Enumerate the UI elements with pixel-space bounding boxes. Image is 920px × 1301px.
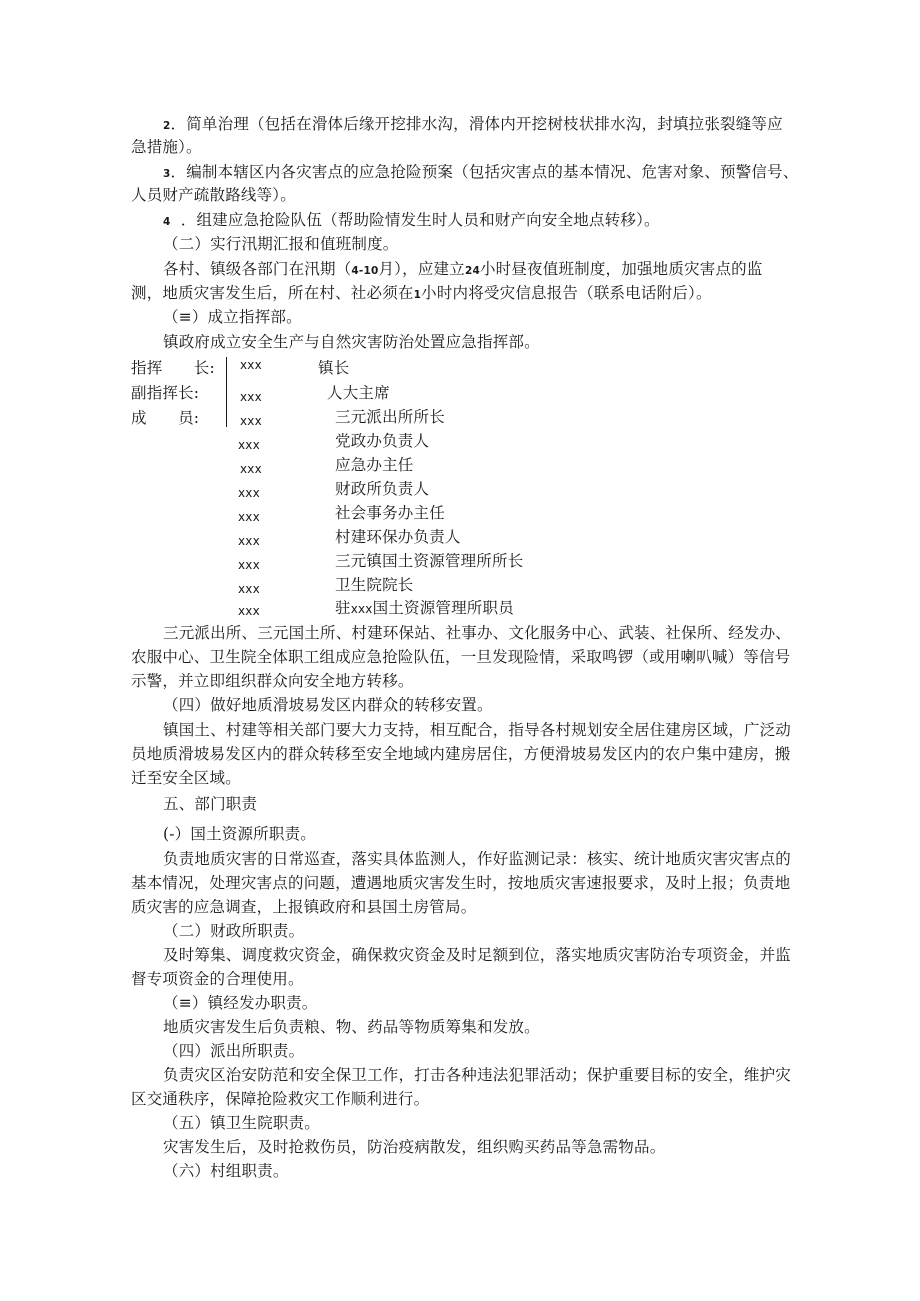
role-item-last xyxy=(335,597,514,620)
section-4-para-line-1: 镇国土、村建等相关部门要大力支持，相互配合，指导各村规划安全居住建房区域，广泛动 xyxy=(163,721,792,739)
name-placeholder: xxx xyxy=(350,602,373,616)
name-placeholder: xxx xyxy=(238,604,260,618)
role-item: 三元派出所所长 xyxy=(335,408,445,426)
name-placeholder: xxx xyxy=(238,486,260,500)
label-commander: 指挥 长: xyxy=(131,359,215,377)
role-item: 三元镇国土资源管理所所长 xyxy=(335,552,524,570)
text: 月），应建立 xyxy=(378,260,465,278)
dept-5-heading: （五）镇卫生院职责。 xyxy=(163,1114,321,1132)
role-item: 财政所负责人 xyxy=(335,480,430,498)
item-text: ．组建应急抢险队伍（帮助险情发生时人员和财产向安全地点转移）。 xyxy=(180,211,660,229)
dept-1-para-line-1: 负责地质灾害的日常巡查，落实具体监测人，作好监测记录：核实、统计地质灾害灾害点的 xyxy=(163,850,792,868)
label-members: 成 员: xyxy=(131,409,200,427)
item-4-line-1 xyxy=(163,209,660,233)
item-number: 2 xyxy=(163,120,171,132)
name-placeholder: xxx xyxy=(240,414,262,428)
dept-5-para-line-1: 灾害发生后，及时抢救伤员，防治疫病散发，组织购买药品等急需物品。 xyxy=(163,1138,666,1156)
item-3-line-1 xyxy=(163,161,799,185)
item-3-line-2: 人员财产疏散路线等）。 xyxy=(131,186,296,204)
item-2-line-1 xyxy=(163,113,783,137)
dept-4-heading: （四）派出所职责。 xyxy=(163,1042,305,1060)
dept-4-para-line-2: 区交通秩序，保障抢险救灾工作顺利进行。 xyxy=(131,1090,430,1108)
name-placeholder: xxx xyxy=(240,390,262,404)
section-2-heading: （二）实行汛期汇报和值班制度。 xyxy=(163,235,399,253)
item-number: 3 xyxy=(163,168,171,180)
label-divider xyxy=(226,357,227,427)
name-placeholder: xxx xyxy=(238,582,260,596)
dept-4-para-line-1: 负责灾区治安防范和安全保卫工作，打击各种违法犯罪活动；保护重要目标的安全，维护灾 xyxy=(163,1066,792,1084)
dept-1-heading: (-）国土资源所职责。 xyxy=(163,825,316,843)
text: 驻 xyxy=(335,599,351,617)
name-placeholder: xxx xyxy=(240,358,262,372)
label-deputy: 副指挥长: xyxy=(131,384,200,402)
text: 小时内将受灾信息报告（联系电话附后）。 xyxy=(421,284,712,302)
dept-2-para-line-1: 及时筹集、调度救灾资金，确保救灾资金及时足额到位，落实地质灾害防治专项资金，并监 xyxy=(163,946,792,964)
item-text: ．编制本辖区内各灾害点的应急抢险预案（包括灾害点的基本情况、危害对象、预警信号、 xyxy=(170,163,799,181)
role-item: 镇长 xyxy=(318,359,350,377)
role-item: 卫生院院长 xyxy=(335,576,414,594)
role-item: 社会事务办主任 xyxy=(335,504,445,522)
dept-6-heading: （六）村组职责。 xyxy=(163,1162,289,1180)
section-3-intro: 镇政府成立安全生产与自然灾害防治处置应急指挥部。 xyxy=(163,333,540,351)
text: 测，地质灾害发生后，所在村、社必须在 xyxy=(131,284,414,302)
text: 各村、镇级各部门在汛期（ xyxy=(163,260,352,278)
dept-3-heading: （≡）镇经发办职责。 xyxy=(163,994,318,1012)
section-4-para-line-3: 迁至安全区域。 xyxy=(131,769,241,787)
hour-value: 1 xyxy=(413,289,422,301)
role-item: 村建环保办负责人 xyxy=(335,528,461,546)
name-placeholder: xxx xyxy=(238,558,260,572)
dept-2-heading: （二）财政所职责。 xyxy=(163,922,305,940)
section-3-heading: （≡）成立指挥部。 xyxy=(163,308,302,326)
dept-1-para-line-3: 质灾害的应急调查，上报镇政府和县国土房管局。 xyxy=(131,898,477,916)
item-number: 4 xyxy=(163,216,171,228)
name-placeholder: xxx xyxy=(238,510,260,524)
section-2-para-line-2 xyxy=(131,282,712,306)
team-para-line-1: 三元派出所、三元国土所、村建环保站、社事办、文化服务中心、武装、社保所、经发办、 xyxy=(163,624,792,642)
role-item: 应急办主任 xyxy=(335,456,414,474)
item-text: ．简单治理（包括在滑体后缘开挖排水沟，滑体内开挖树枝状排水沟，封填拉张裂缝等应 xyxy=(170,115,783,133)
dept-3-para-line-1: 地质灾害发生后负责粮、物、药品等物质筹集和发放。 xyxy=(163,1018,540,1036)
hours-value: 24 xyxy=(464,265,480,277)
text: 国土资源管理所职员 xyxy=(372,599,514,617)
name-placeholder: xxx xyxy=(238,438,260,452)
dept-1-para-line-2: 基本情况，处理灾害点的问题，遭遇地质灾害发生时，按地质灾害速报要求，及时上报；负责地 xyxy=(131,874,791,892)
section-2-para-line-1 xyxy=(163,258,763,282)
team-para-line-2: 农服中心、卫生院全体职工组成应急抢险队伍，一旦发现险情，采取鸣锣（或用喇叭喊）等信号 xyxy=(131,648,791,666)
section-4-heading: （四）做好地质滑坡易发区内群众的转移安置。 xyxy=(163,696,493,714)
text: 小时昼夜值班制度，加强地质灾害点的监 xyxy=(479,260,763,278)
section-4-para-line-2: 员地质滑坡易发区内的群众转移至安全地域内建房居住，方便滑坡易发区内的农户集中建房，搬 xyxy=(131,745,791,763)
name-placeholder: xxx xyxy=(240,462,262,476)
months-value: 4-10 xyxy=(351,265,379,277)
part-5-heading: 五、部门职责 xyxy=(163,795,258,813)
name-placeholder: xxx xyxy=(238,534,260,548)
role-item: 党政办负责人 xyxy=(335,432,430,450)
role-item: 人大主席 xyxy=(327,384,390,402)
dept-2-para-line-2: 督专项资金的合理使用。 xyxy=(131,970,304,988)
item-2-line-2: 急措施）。 xyxy=(131,138,202,156)
team-para-line-3: 示警，并立即组织群众向安全地方转移。 xyxy=(131,672,414,690)
